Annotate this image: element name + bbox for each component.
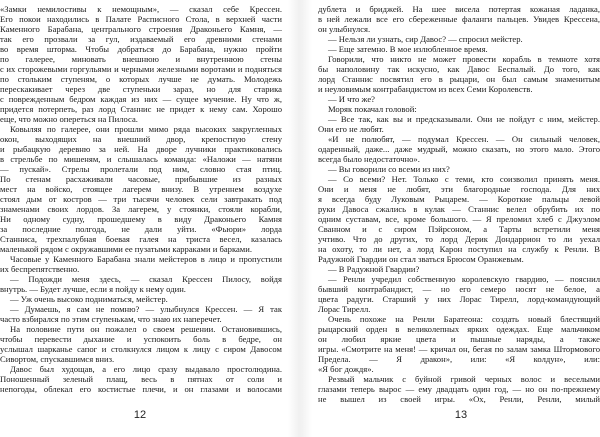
text-line: так его прозвали за гул, издаваемый его древними стенами: [0, 34, 282, 44]
text-line: — Думаешь, я сам не помню? — улыбнулся Крессен. — Я так: [10, 304, 282, 314]
text-line: Ковыляя по галерее, они прошли мимо ряда высоких закругленных: [10, 124, 282, 134]
text-line: перескакивает через две ступеньки зараз, но для старика: [0, 84, 282, 94]
text-line: Станниса, трехпалубная боевая галея на триста весел, казалась: [0, 234, 282, 244]
text-line: по стольким ступеням, о которых лучше не думать. Молодежь: [0, 74, 282, 84]
text-line: «Я бог дождя».: [318, 364, 374, 374]
text-line: за последние полгода, не дали уйти. «Фьюри» лорда: [0, 224, 282, 234]
text-line: всегда было недостаточно».: [318, 154, 420, 164]
left-page: [0, 0, 282, 437]
text-line: в стрельбе по мишеням, и слышалась команда: «Наложи — натяни: [0, 154, 282, 164]
text-line: — пускай». Стрелы пролетали под ним, словно стая птиц.: [0, 164, 282, 174]
text-line: мест на войско, стоящее лагерем внизу. В утреннем воздухе: [0, 184, 282, 194]
text-line: «Замки немилостивы к немощным», — сказал себе Крессен.: [0, 4, 282, 14]
text-line: Они его не любят.: [318, 124, 384, 134]
text-line: маленькой рядом с окружавшими ее пузатыми карраками и барками.: [0, 244, 252, 254]
text-line: знаменами своих лордов. За лагерем, у стоянки, стояли корабли,: [0, 204, 282, 214]
text-line: бывший контрабандист, — но его семеро носят не белое, а: [318, 284, 600, 294]
text-line: Давос был худощав, а его лицо сразу выдавало простолюдина.: [10, 364, 282, 374]
right-page-number: 13: [454, 409, 468, 421]
text-line: — Все так, как вы и предсказывали. Они не пойдут с ним, мейстер.: [328, 114, 600, 124]
text-line: он любил яркие цвета и пышные наряды, а также: [318, 334, 600, 344]
text-line: — Со всеми? Нет. Только с теми, кто соизволил принять меня.: [328, 174, 600, 184]
left-page-number: 12: [133, 409, 147, 421]
text-line: Резвый мальчик с буйной гривой черных волос и веселыми: [328, 374, 600, 384]
text-line: — Уж очень высоко подниматься, мейстер.: [10, 294, 168, 304]
text-line: Часовые у Каменного Барабана знали мейстеров в лицо и пропустили: [10, 254, 282, 264]
text-line: я всегда буду Луковым Рыцарем. — Короткие пальцы левой: [318, 194, 600, 204]
right-page: [318, 0, 600, 437]
text-line: часто взбирался по этим ступенькам, что знаю их наперечет.: [0, 314, 222, 324]
text-line: Моряк покачал головой:: [328, 104, 417, 114]
text-line: — Вы говорили со всеми из них?: [328, 164, 450, 174]
text-line: во время шторма. Чтобы добраться до Барабана, нужно пройти: [0, 44, 282, 54]
text-line: глазами теперь вырос — ему двадцать один год, — но он по-прежнему: [318, 384, 600, 394]
text-line: окон, выходящих на внешний двор, крепостную стену: [0, 134, 282, 144]
text-line: с их сторожевыми горгульями и черными железными воротами и подняться: [0, 64, 282, 74]
text-line: лорд Станнис посвятил его в рыцари, он был самым знаменитым: [318, 74, 600, 84]
text-line: — И что же?: [328, 94, 375, 104]
text-line: и неуловимым контрабандистом из всех Семи Королевств.: [318, 84, 533, 94]
text-line: придется потерпеть, раз лорд Станнис не придет к нему сам. Хорошо: [0, 104, 282, 114]
text-line: — Ренли учредил собственную королевскую гвардию, — пояснил: [328, 274, 600, 284]
text-line: Каменного Барабана, центрального строения Драконьего Камня, —: [0, 24, 282, 34]
text-line: На половине пути он пожалел о своем решении. Остановившись,: [10, 324, 282, 334]
book-gutter: [288, 0, 312, 437]
text-line: и рыбацкую деревню за ней. На дворе лучники практиковались: [0, 144, 282, 154]
text-line: чтобы перевести дыхание и успокоить боль в бедре, он: [0, 334, 282, 344]
text-line: «И не полюбят, — подумал Крессен. — Он сильный человек,: [328, 134, 600, 144]
text-line: одним суставам, все, кроме большого. — Я преломил хлеб с Джуэлом: [318, 214, 600, 224]
text-line: Поношенный зеленый плащ, весь в пятнах от соли и: [0, 374, 282, 384]
text-line: услышал шарканье сапог и столкнулся лицом к лицу с сиром Давосом: [0, 344, 282, 354]
text-line: в ней лежали все его сбереженные фаланги пальцев. Увидев Крессена,: [318, 14, 600, 24]
text-line: учтиво. Что до других, то лорд Дерик Дондаррион то ли уехал: [318, 234, 600, 244]
text-line: рыцарский орден в великолепных ярких одеждах. Еще мальчиком: [318, 324, 600, 334]
text-line: не вышел из своей игры. «Ох, Ренли, Ренли, милый: [318, 394, 600, 404]
text-line: дублета и бриджей. На шее висела потертая кожаная ладанка,: [318, 4, 600, 14]
text-line: на охоту, то ли нет, а лорд Карон поступил на службу к Ренли. В: [318, 244, 600, 254]
text-line: Говорили, что никто не может провести корабль в темноте хотя: [328, 54, 600, 64]
text-line: — Еще затемно. В мое излюбленное время.: [328, 44, 488, 54]
text-line: — В Радужной Гвардии?: [328, 264, 420, 274]
text-line: Его покои находились в Палате Расписного Стола, в верхней части: [0, 14, 282, 24]
text-line: игры. «Смотрите на меня! — кричал он, бегая по залам замка Штормового: [318, 344, 600, 354]
text-line: Они и меня не любят, эти благородные господа. Для них: [318, 184, 600, 194]
text-line: По стенам расхаживали часовые, прибывшие из разных: [0, 174, 282, 184]
text-line: стоял дым от костров — три тысячи человек сели завтракать под: [0, 194, 282, 204]
text-line: Сванном и с сиром Пэйрсоном, а Тарты встретили меня: [318, 224, 600, 234]
text-line: — Нельзя ли узнать, сир Давос? — спросил мейстер.: [328, 34, 523, 44]
text-line: цвета радуги. Старший у них Лорас Тирелл, лорд-командующий: [318, 294, 600, 304]
text-line: — Подожди меня здесь, — сказал Крессен Пилосу, войдя: [10, 274, 282, 284]
text-line: Лорас Тирелл.: [318, 304, 371, 314]
text-line: с поврежденным бедром каждая из них — сущее мучение. Ну что ж,: [0, 94, 282, 104]
text-line: бы наполовину так искусно, как Давос Беспалый. До того, как: [318, 64, 600, 74]
text-line: Сивортом, спускавшимся вниз.: [0, 354, 115, 364]
text-line: он улыбнулся.: [318, 24, 371, 34]
text-line: по галерее, миновать внешнюю и внутреннюю стены: [0, 54, 282, 64]
text-line: Очень похоже на Ренли Баратеона: создать новый блестящий: [328, 314, 600, 324]
text-line: еще, что можно опереться на Пилоса.: [0, 114, 138, 124]
text-line: непогоды, облекал его костистые плечи, и он глазами и волосами: [0, 384, 282, 394]
text-line: Ни одному судну, прошедшему в виду Драконьего Камня: [0, 214, 282, 224]
text-line: их беспрепятственно.: [0, 264, 80, 274]
text-line: одаренный, даже... даже мудрый, можно сказать, но этого мало. Этого: [318, 144, 600, 154]
text-line: Предела. — Я дракон», или: «Я колдун», или:: [318, 354, 600, 364]
text-line: Радужной Гвардии он стал зваться Брюсом Оранжевым.: [318, 254, 524, 264]
text-line: внутрь. — Будет лучше, если я пойду к нему один.: [0, 284, 186, 294]
text-line: руки Давоса сжались в кулак — Станнис велел обрубить их по: [318, 204, 600, 214]
